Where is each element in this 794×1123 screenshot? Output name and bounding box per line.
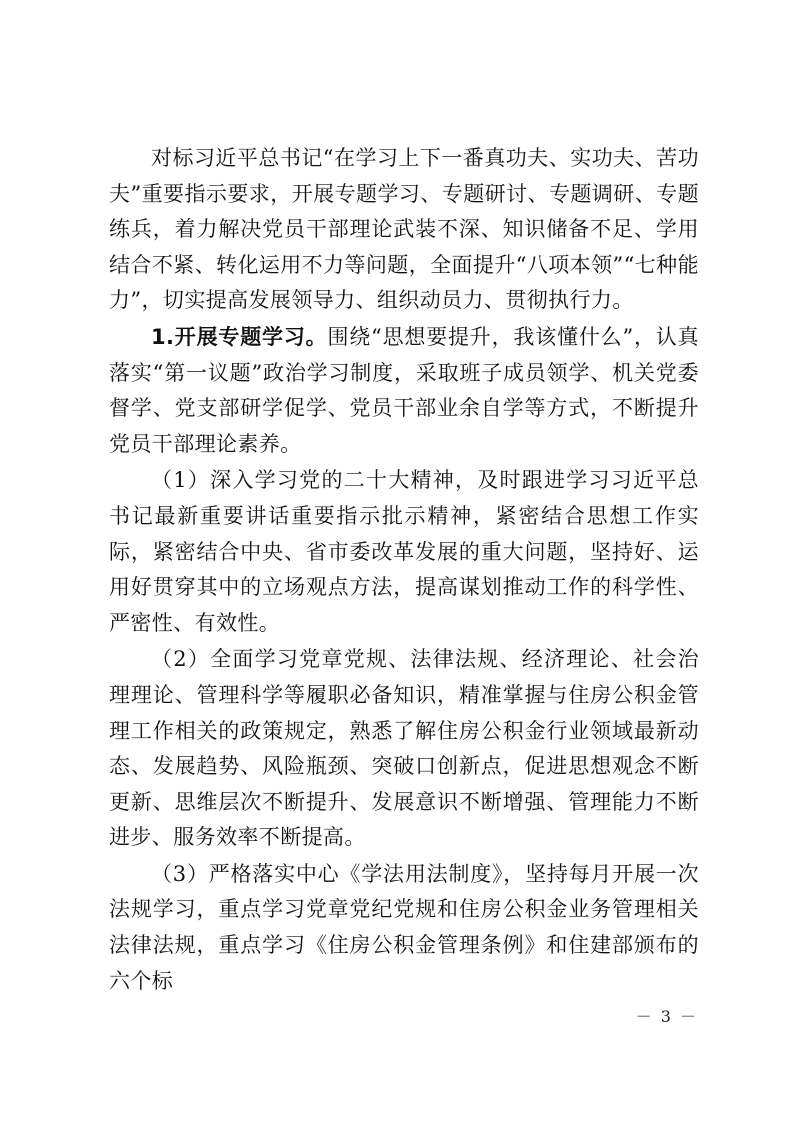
paragraph-special-study-text: 围绕“思想要提升，我该懂什么”，认真落实“第一议题”政治学习制度，采取班子成员领学、机关党委督学、党支部研学促学、党员干部业余自学等方式，不断提升党员干部理论素养。 — [109, 324, 699, 456]
paragraph-item-2 — [109, 642, 699, 856]
paragraph-item-1 — [109, 463, 699, 641]
paragraph-special-study — [109, 320, 699, 462]
paragraph-intro — [109, 141, 699, 319]
body-text — [109, 141, 699, 999]
paragraph-item-3-text: （3）严格落实中心《学法用法制度》，坚持每月开展一次法规学习，重点学习党章党纪党规和住房公积金业务管理相关法律法规，重点学习《住房公积金管理条例》和住建部颁布的六个标 — [109, 861, 699, 993]
paragraph-item-1-text: （1）深入学习党的二十大精神，及时跟进学习习近平总书记最新重要讲话重要指示批示精神，紧密结合思想工作实际，紧密结合中央、省市委改革发展的重大问题，坚持好、运用好贯穿其中的立场观点方法，提高谋划推动工作的科学性、严密性、有效性。 — [109, 468, 699, 635]
paragraph-special-study-heading: 1.开展专题学习。 — [151, 324, 328, 349]
paragraph-intro-text: 对标习近平总书记“在学习上下一番真功夫、实功夫、苦功夫”重要指示要求，开展专题学习、专题研讨、专题调研、专题练兵，着力解决党员干部理论武装不深、知识储备不足、学用结合不紧、转化运用不力等问题，全面提升“八项本领”“七种能力”，切实提高发展领导力、组织动员力、贯彻执行力。 — [109, 146, 699, 313]
paragraph-item-3 — [109, 857, 699, 999]
paragraph-item-2-text: （2）全面学习党章党规、法律法规、经济理论、社会治理理论、管理科学等履职必备知识，精准掌握与住房公积金管理工作相关的政策规定，熟悉了解住房公积金行业领域最新动态、发展趋势、风险瓶颈、突破口创新点，促进思想观念不断更新、思维层次不断提升、发展意识不断增强、管理能力不断进步、服务效率不断提高。 — [109, 647, 699, 850]
page-number: － 3 － — [635, 1007, 698, 1026]
